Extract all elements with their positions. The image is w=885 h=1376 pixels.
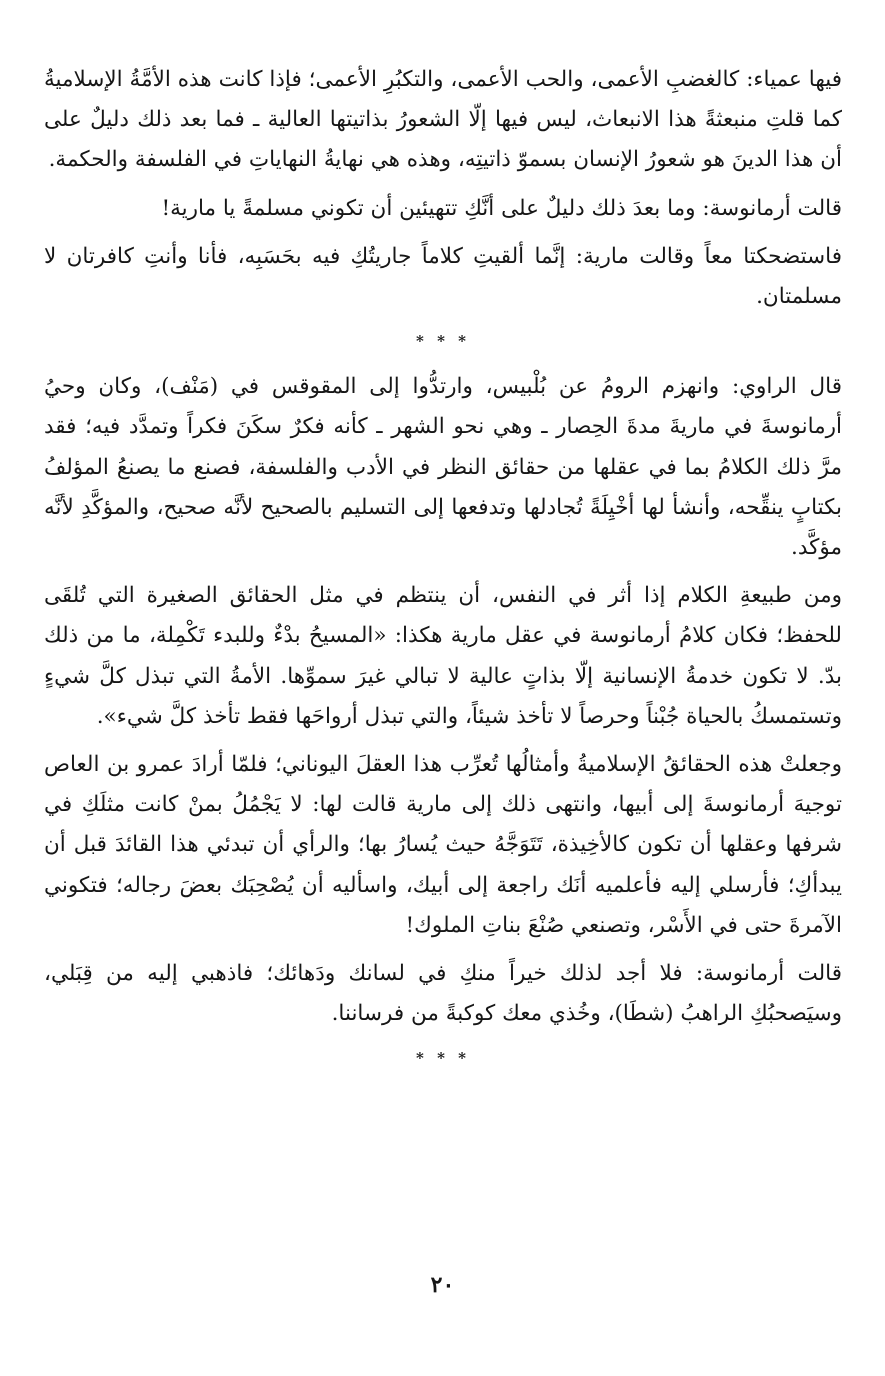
page-body <box>44 60 842 1084</box>
paragraph-7: قالت أرمانوسة: فلا أجد لذلك خيراً منكِ في لسانك ودَهائك؛ فاذهبي إليه من قِبَلي، وسيَصحبُكِ الراهبُ (شطَا)، وخُذي معك كوكبةً من فرساننا. <box>44 961 842 1027</box>
paragraph-3: فاستضحكتا معاً وقالت مارية: إنَّما ألقيتِ كلاماً جاريتُكِ فيه بحَسَبِه، فأنا وأنتِ كافرتان لا مسلمتان. <box>44 243 842 310</box>
paragraph-1: فيها عمياء: كالغضبِ الأعمى، والحب الأعمى، والتكبُرِ الأعمى؛ فإذا كانت هذه الأمَّةُ الإسلاميةُ كما قلتِ منبعثةً هذا الانبعاث، ليس فيها إلّا الشعورُ بذاتيتها العالية ـ فما بعد ذلك دليلٌ على أن هذا الدينَ هو شعورُ الإنسان بسموّ ذاتيتِه، وهذه هي نهايةُ النهاياتِ في الفلسفة والحكمة. <box>44 67 842 173</box>
section-separator-1: * * * <box>416 332 470 351</box>
paragraph-5: ومن طبيعةِ الكلام إذا أثر في النفس، أن ينتظم في مثل الحقائق الصغيرة التي تُلقَى للحفظ؛ فكان كلامُ أرمانوسة في عقل مارية هكذا: «المسيحُ بدْءٌ وللبدء تَكْمِلة، ما من ذلك بدّ. لا تكون خدمةُ الإنسانية إلّا بذاتٍ عالية لا تبالي غيرَ سموِّها. الأمةُ التي تبذل كلَّ شيءٍ وتستمسكُ بالحياة جُبْناً وحرصاً لا تأخذ شيئاً، والتي تبذل أرواحَها فقط تأخذ كلَّ شيء». <box>44 583 842 729</box>
paragraph-2: قالت أرمانوسة: وما بعدَ ذلك دليلٌ على أنَّكِ تتهيئين أن تكوني مسلمةً يا مارية! <box>161 195 842 221</box>
section-separator-2: * * * <box>416 1049 470 1068</box>
page-number: ٢٠ <box>430 1272 455 1298</box>
paragraph-6: وجعلتْ هذه الحقائقُ الإسلاميةُ وأمثالُها تُعرِّب هذا العقلَ اليوناني؛ فلمّا أرادَ عمرو بن العاص توجيهَ أرمانوسةَ إلى أبيها، وانتهى ذلك إلى مارية قالت لها: لا يَجْمُلُ بمنْ كانت مثلَكِ في شرفها وعقلها أن تكون كالأخِيذة، تَتَوَجَّهُ حيث يُسارُ بها؛ والرأي أن تبدئي هذا القائدَ قبل أن يبدأكِ؛ فأرسلي إليه فأعلميه أنَك راجعة إلى أبيك، واسأليه أن يُصْحِبَك بعضَ رجاله؛ فتكوني الآمرةَ حتى في الأَسْر، وتصنعي صُنْعَ بناتِ الملوك! <box>44 752 842 938</box>
paragraph-4: قال الراوي: وانهزم الرومُ عن بُلْبيس، وارتدُّوا إلى المقوقس في (مَنْف)، وكان وحيُ أرمانوسةَ في ماريةَ مدةَ الحِصار ـ وهي نحو الشهر ـ كأنه فكرٌ سكَنَ فكراً وتمدَّد فيه؛ فقد مرَّ ذلك الكلامُ بما في عقلها من حقائق النظر في الأدب والفلسفة، فصنع ما يصنعُ المؤلفُ بكتابٍ ينقِّحه، وأنشأ لها أخْيِلَةً تُجادلها وتدفعها إلى التسليم بالصحيح لأنَّه صحيح، والمؤكَّدِ لأنَّه مؤكَّد. <box>44 374 842 561</box>
